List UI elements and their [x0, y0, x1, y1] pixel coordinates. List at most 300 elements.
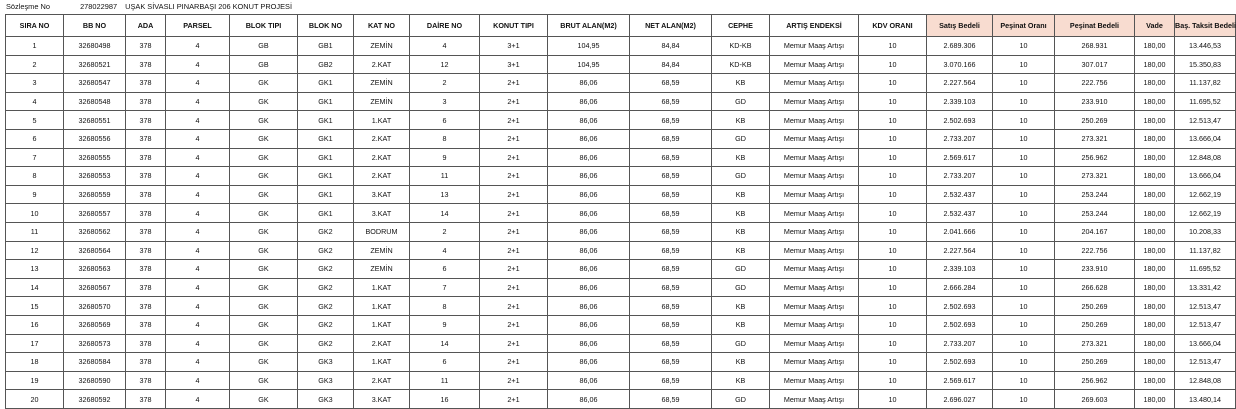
table-cell: 14: [410, 204, 480, 223]
table-cell: Memur Maaş Artışı: [770, 390, 859, 409]
column-header: ARTIŞ ENDEKSİ: [770, 15, 859, 37]
column-header: KDV ORANI: [859, 15, 927, 37]
column-header: CEPHE: [712, 15, 770, 37]
table-cell: 10: [993, 353, 1055, 372]
table-cell: KB: [712, 222, 770, 241]
table-cell: 180,00: [1135, 204, 1175, 223]
table-cell: 1.KAT: [354, 278, 410, 297]
table-cell: 1.KAT: [354, 297, 410, 316]
table-row: [6, 204, 1236, 223]
table-cell: 32680573: [64, 334, 126, 353]
table-cell: 180,00: [1135, 334, 1175, 353]
table-cell: KB: [712, 353, 770, 372]
table-cell: Memur Maaş Artışı: [770, 371, 859, 390]
table-cell: GK1: [298, 148, 354, 167]
table-cell: 4: [166, 185, 230, 204]
table-cell: 32680562: [64, 222, 126, 241]
table-cell: 11: [6, 222, 64, 241]
table-cell: GK: [230, 74, 298, 93]
table-cell: 4: [410, 37, 480, 56]
table-cell: 2.KAT: [354, 371, 410, 390]
table-cell: 2.502.693: [927, 315, 993, 334]
table-cell: 378: [126, 129, 166, 148]
table-cell: 180,00: [1135, 241, 1175, 260]
table-cell: ZEMİN: [354, 37, 410, 56]
table-cell: 15.350,83: [1175, 55, 1236, 74]
table-cell: 8: [6, 167, 64, 186]
table-cell: 68,59: [630, 167, 712, 186]
table-cell: 2.KAT: [354, 55, 410, 74]
table-cell: 378: [126, 297, 166, 316]
table-cell: 4: [166, 148, 230, 167]
table-cell: KB: [712, 74, 770, 93]
table-cell: 2.666.284: [927, 278, 993, 297]
project-title: UŞAK SİVASLI PINARBAŞI 206 KONUT PROJESİ: [125, 2, 293, 11]
table-cell: 1.KAT: [354, 111, 410, 130]
table-cell: Memur Maaş Artışı: [770, 222, 859, 241]
table-cell: 2+1: [480, 167, 548, 186]
table-cell: 13: [410, 185, 480, 204]
table-cell: 378: [126, 167, 166, 186]
table-cell: 13.666,04: [1175, 167, 1236, 186]
table-cell: 180,00: [1135, 353, 1175, 372]
table-cell: 13.331,42: [1175, 278, 1236, 297]
table-cell: 3.KAT: [354, 185, 410, 204]
table-cell: 13: [6, 260, 64, 279]
table-cell: 180,00: [1135, 260, 1175, 279]
table-cell: 378: [126, 390, 166, 409]
table-cell: 10: [993, 204, 1055, 223]
table-cell: GK2: [298, 297, 354, 316]
table-cell: 2+1: [480, 315, 548, 334]
column-header: Satış Bedeli: [927, 15, 993, 37]
table-cell: KD-KB: [712, 55, 770, 74]
table-cell: 10: [859, 297, 927, 316]
table-cell: 2.569.617: [927, 148, 993, 167]
table-cell: 4: [166, 315, 230, 334]
table-cell: 6: [6, 129, 64, 148]
table-cell: 2.KAT: [354, 129, 410, 148]
table-cell: 3.KAT: [354, 204, 410, 223]
table-cell: 10: [993, 315, 1055, 334]
table-cell: 10: [859, 222, 927, 241]
table-cell: 378: [126, 371, 166, 390]
table-cell: 2.339.103: [927, 260, 993, 279]
table-cell: 180,00: [1135, 37, 1175, 56]
table-cell: 86,06: [548, 390, 630, 409]
table-cell: 4: [166, 37, 230, 56]
table-row: [6, 129, 1236, 148]
table-cell: 10: [859, 260, 927, 279]
table-cell: 378: [126, 55, 166, 74]
table-cell: 13.446,53: [1175, 37, 1236, 56]
table-cell: 378: [126, 204, 166, 223]
column-header: Peşinat Oranı: [993, 15, 1055, 37]
table-cell: 180,00: [1135, 315, 1175, 334]
table-cell: 2.733.207: [927, 129, 993, 148]
table-cell: KB: [712, 315, 770, 334]
table-cell: 9: [410, 315, 480, 334]
table-row: [6, 74, 1236, 93]
table-cell: 4: [166, 204, 230, 223]
table-cell: 10: [859, 241, 927, 260]
table-cell: KB: [712, 111, 770, 130]
table-cell: 32680569: [64, 315, 126, 334]
table-cell: 250.269: [1055, 297, 1135, 316]
table-cell: 2+1: [480, 353, 548, 372]
table-cell: 3: [410, 92, 480, 111]
table-row: [6, 315, 1236, 334]
table-cell: 32680547: [64, 74, 126, 93]
table-cell: GK2: [298, 222, 354, 241]
table-cell: 2.689.306: [927, 37, 993, 56]
table-cell: 86,06: [548, 260, 630, 279]
table-cell: 11.695,52: [1175, 260, 1236, 279]
table-cell: KB: [712, 185, 770, 204]
table-cell: 256.962: [1055, 148, 1135, 167]
table-cell: 378: [126, 334, 166, 353]
table-cell: 2+1: [480, 222, 548, 241]
table-cell: 10: [859, 92, 927, 111]
table-cell: 19: [6, 371, 64, 390]
table-cell: 180,00: [1135, 148, 1175, 167]
table-cell: Memur Maaş Artışı: [770, 315, 859, 334]
table-cell: 180,00: [1135, 55, 1175, 74]
table-cell: 10: [859, 204, 927, 223]
table-cell: 32680563: [64, 260, 126, 279]
table-cell: 2+1: [480, 185, 548, 204]
table-cell: 2.502.693: [927, 111, 993, 130]
table-cell: GK2: [298, 278, 354, 297]
table-cell: Memur Maaş Artışı: [770, 74, 859, 93]
table-cell: 2.532.437: [927, 185, 993, 204]
contract-number: 278022987: [80, 2, 118, 11]
table-row: [6, 148, 1236, 167]
table-cell: 4: [166, 241, 230, 260]
table-cell: 4: [166, 390, 230, 409]
table-cell: 11.695,52: [1175, 92, 1236, 111]
column-header: Peşinat Bedeli: [1055, 15, 1135, 37]
table-cell: 32680498: [64, 37, 126, 56]
table-cell: 10: [993, 55, 1055, 74]
table-cell: 378: [126, 353, 166, 372]
table-cell: 250.269: [1055, 315, 1135, 334]
table-cell: 10: [859, 390, 927, 409]
table-cell: 86,06: [548, 353, 630, 372]
table-cell: 180,00: [1135, 278, 1175, 297]
table-cell: 3+1: [480, 55, 548, 74]
table-cell: 180,00: [1135, 74, 1175, 93]
table-cell: 180,00: [1135, 222, 1175, 241]
table-cell: 2: [410, 74, 480, 93]
table-cell: Memur Maaş Artışı: [770, 148, 859, 167]
table-cell: 2.569.617: [927, 371, 993, 390]
table-row: [6, 111, 1236, 130]
table-cell: 10: [993, 241, 1055, 260]
table-cell: 250.269: [1055, 111, 1135, 130]
table-cell: 4: [166, 222, 230, 241]
table-cell: 204.167: [1055, 222, 1135, 241]
column-header: ADA: [126, 15, 166, 37]
table-cell: 17: [6, 334, 64, 353]
table-cell: 2.KAT: [354, 167, 410, 186]
table-cell: 273.321: [1055, 167, 1135, 186]
table-cell: GK2: [298, 334, 354, 353]
table-row: [6, 260, 1236, 279]
table-cell: 13.666,04: [1175, 129, 1236, 148]
table-cell: 7: [6, 148, 64, 167]
table-cell: 180,00: [1135, 111, 1175, 130]
table-cell: 180,00: [1135, 390, 1175, 409]
table-cell: GK: [230, 371, 298, 390]
table-cell: 4: [166, 278, 230, 297]
table-cell: 273.321: [1055, 129, 1135, 148]
table-cell: 12: [6, 241, 64, 260]
column-header: SIRA NO: [6, 15, 64, 37]
table-cell: GK3: [298, 353, 354, 372]
table-cell: 10: [859, 129, 927, 148]
table-cell: 32680521: [64, 55, 126, 74]
table-cell: 68,59: [630, 204, 712, 223]
table-cell: Memur Maaş Artışı: [770, 167, 859, 186]
table-cell: 2.339.103: [927, 92, 993, 111]
table-cell: GK2: [298, 260, 354, 279]
column-header: NET ALAN(M2): [630, 15, 712, 37]
table-row: [6, 167, 1236, 186]
housing-units-table: [5, 14, 1236, 409]
table-cell: 68,59: [630, 334, 712, 353]
table-cell: 4: [166, 55, 230, 74]
table-cell: 2.227.564: [927, 241, 993, 260]
table-cell: 32680555: [64, 148, 126, 167]
table-cell: 86,06: [548, 278, 630, 297]
table-cell: 378: [126, 185, 166, 204]
table-cell: 378: [126, 148, 166, 167]
table-cell: KD-KB: [712, 37, 770, 56]
table-cell: 68,59: [630, 92, 712, 111]
table-cell: 256.962: [1055, 371, 1135, 390]
table-cell: 68,59: [630, 129, 712, 148]
table-cell: Memur Maaş Artışı: [770, 55, 859, 74]
table-cell: GK1: [298, 129, 354, 148]
table-cell: 10: [993, 222, 1055, 241]
table-row: [6, 37, 1236, 56]
table-cell: 68,59: [630, 74, 712, 93]
table-cell: 253.244: [1055, 185, 1135, 204]
table-cell: 86,06: [548, 111, 630, 130]
table-cell: Memur Maaş Artışı: [770, 334, 859, 353]
table-cell: 2.733.207: [927, 334, 993, 353]
column-header: BLOK TIPI: [230, 15, 298, 37]
table-cell: 2+1: [480, 241, 548, 260]
table-cell: 2.KAT: [354, 148, 410, 167]
table-cell: 10: [993, 129, 1055, 148]
table-cell: GK1: [298, 111, 354, 130]
table-cell: 4: [166, 111, 230, 130]
table-cell: BODRUM: [354, 222, 410, 241]
table-row: [6, 297, 1236, 316]
table-cell: 12.848,08: [1175, 148, 1236, 167]
table-cell: 4: [166, 129, 230, 148]
table-cell: GK: [230, 334, 298, 353]
table-cell: 1.KAT: [354, 353, 410, 372]
table-cell: 84,84: [630, 37, 712, 56]
table-cell: 3.070.166: [927, 55, 993, 74]
table-cell: 10: [859, 185, 927, 204]
table-cell: Memur Maaş Artışı: [770, 92, 859, 111]
table-cell: KB: [712, 148, 770, 167]
table-cell: 8: [410, 129, 480, 148]
table-row: [6, 390, 1236, 409]
table-cell: 10: [993, 185, 1055, 204]
table-cell: 86,06: [548, 148, 630, 167]
table-cell: 16: [410, 390, 480, 409]
table-cell: 180,00: [1135, 371, 1175, 390]
table-row: [6, 92, 1236, 111]
table-cell: 32680592: [64, 390, 126, 409]
table-cell: 32680564: [64, 241, 126, 260]
table-cell: GK: [230, 297, 298, 316]
contract-label: Sözleşme No: [6, 2, 50, 11]
table-cell: 1: [6, 37, 64, 56]
table-cell: GK: [230, 148, 298, 167]
table-cell: 32680548: [64, 92, 126, 111]
table-cell: 12: [410, 55, 480, 74]
table-cell: 68,59: [630, 353, 712, 372]
table-cell: 266.628: [1055, 278, 1135, 297]
table-cell: 9: [410, 148, 480, 167]
table-cell: Memur Maaş Artışı: [770, 297, 859, 316]
table-cell: 86,06: [548, 185, 630, 204]
table-cell: 10: [859, 74, 927, 93]
table-cell: 16: [6, 315, 64, 334]
table-cell: 233.910: [1055, 92, 1135, 111]
table-cell: 86,06: [548, 204, 630, 223]
table-cell: 86,06: [548, 74, 630, 93]
table-cell: 86,06: [548, 371, 630, 390]
table-cell: 11: [410, 371, 480, 390]
table-cell: 32680590: [64, 371, 126, 390]
table-cell: 10: [859, 353, 927, 372]
table-row: [6, 55, 1236, 74]
table-cell: 378: [126, 260, 166, 279]
column-header: KONUT TIPI: [480, 15, 548, 37]
table-cell: 180,00: [1135, 167, 1175, 186]
table-cell: 10: [993, 37, 1055, 56]
table-cell: KB: [712, 204, 770, 223]
table-cell: Memur Maaş Artışı: [770, 185, 859, 204]
table-cell: Memur Maaş Artışı: [770, 111, 859, 130]
table-cell: 307.017: [1055, 55, 1135, 74]
table-cell: KB: [712, 371, 770, 390]
table-cell: 32680551: [64, 111, 126, 130]
table-cell: 4: [166, 371, 230, 390]
table-cell: 4: [166, 334, 230, 353]
table-row: [6, 222, 1236, 241]
table-cell: GK: [230, 92, 298, 111]
table-row: [6, 185, 1236, 204]
table-cell: GD: [712, 334, 770, 353]
table-cell: 269.603: [1055, 390, 1135, 409]
table-cell: 2.227.564: [927, 74, 993, 93]
table-cell: GK3: [298, 390, 354, 409]
table-cell: 14: [410, 334, 480, 353]
table-cell: GK: [230, 129, 298, 148]
table-cell: 10: [993, 278, 1055, 297]
table-cell: 12.513,47: [1175, 297, 1236, 316]
column-header: BB NO: [64, 15, 126, 37]
table-cell: 10: [993, 167, 1055, 186]
table-cell: 68,59: [630, 222, 712, 241]
table-cell: GK1: [298, 74, 354, 93]
table-cell: Memur Maaş Artışı: [770, 204, 859, 223]
table-cell: 9: [6, 185, 64, 204]
table-cell: 6: [410, 111, 480, 130]
table-cell: 2+1: [480, 204, 548, 223]
table-cell: 378: [126, 37, 166, 56]
table-cell: 32680553: [64, 167, 126, 186]
table-cell: 18: [6, 353, 64, 372]
table-cell: GB2: [298, 55, 354, 74]
table-cell: 2: [6, 55, 64, 74]
table-cell: 250.269: [1055, 353, 1135, 372]
table-cell: 11.137,82: [1175, 74, 1236, 93]
document-header: [6, 1, 292, 13]
table-cell: 32680556: [64, 129, 126, 148]
table-cell: 180,00: [1135, 129, 1175, 148]
table-cell: GK1: [298, 167, 354, 186]
table-cell: 10: [859, 371, 927, 390]
table-cell: 10: [993, 260, 1055, 279]
table-cell: 4: [6, 92, 64, 111]
table-cell: 32680559: [64, 185, 126, 204]
table-cell: 4: [166, 167, 230, 186]
table-cell: GD: [712, 260, 770, 279]
table-cell: 8: [410, 297, 480, 316]
table-cell: 84,84: [630, 55, 712, 74]
table-cell: 10: [859, 278, 927, 297]
table-cell: 10: [859, 111, 927, 130]
table-cell: 4: [410, 241, 480, 260]
table-cell: 10: [6, 204, 64, 223]
table-cell: 12.513,47: [1175, 315, 1236, 334]
table-cell: 5: [6, 111, 64, 130]
table-cell: 180,00: [1135, 297, 1175, 316]
table-cell: 13.666,04: [1175, 334, 1236, 353]
column-header: Vade: [1135, 15, 1175, 37]
table-row: [6, 241, 1236, 260]
table-cell: 10: [993, 111, 1055, 130]
table-cell: GD: [712, 167, 770, 186]
table-cell: GK: [230, 222, 298, 241]
table-cell: GK: [230, 185, 298, 204]
table-cell: 273.321: [1055, 334, 1135, 353]
table-cell: 4: [166, 74, 230, 93]
table-cell: GD: [712, 129, 770, 148]
table-cell: GK: [230, 278, 298, 297]
table-cell: 378: [126, 111, 166, 130]
table-cell: 2.532.437: [927, 204, 993, 223]
table-cell: GK3: [298, 371, 354, 390]
table-row: [6, 371, 1236, 390]
table-cell: 2.KAT: [354, 334, 410, 353]
table-cell: 2+1: [480, 297, 548, 316]
table-cell: 222.756: [1055, 74, 1135, 93]
table-cell: GK: [230, 260, 298, 279]
table-row: [6, 278, 1236, 297]
table-cell: 86,06: [548, 297, 630, 316]
table-cell: 10: [993, 371, 1055, 390]
